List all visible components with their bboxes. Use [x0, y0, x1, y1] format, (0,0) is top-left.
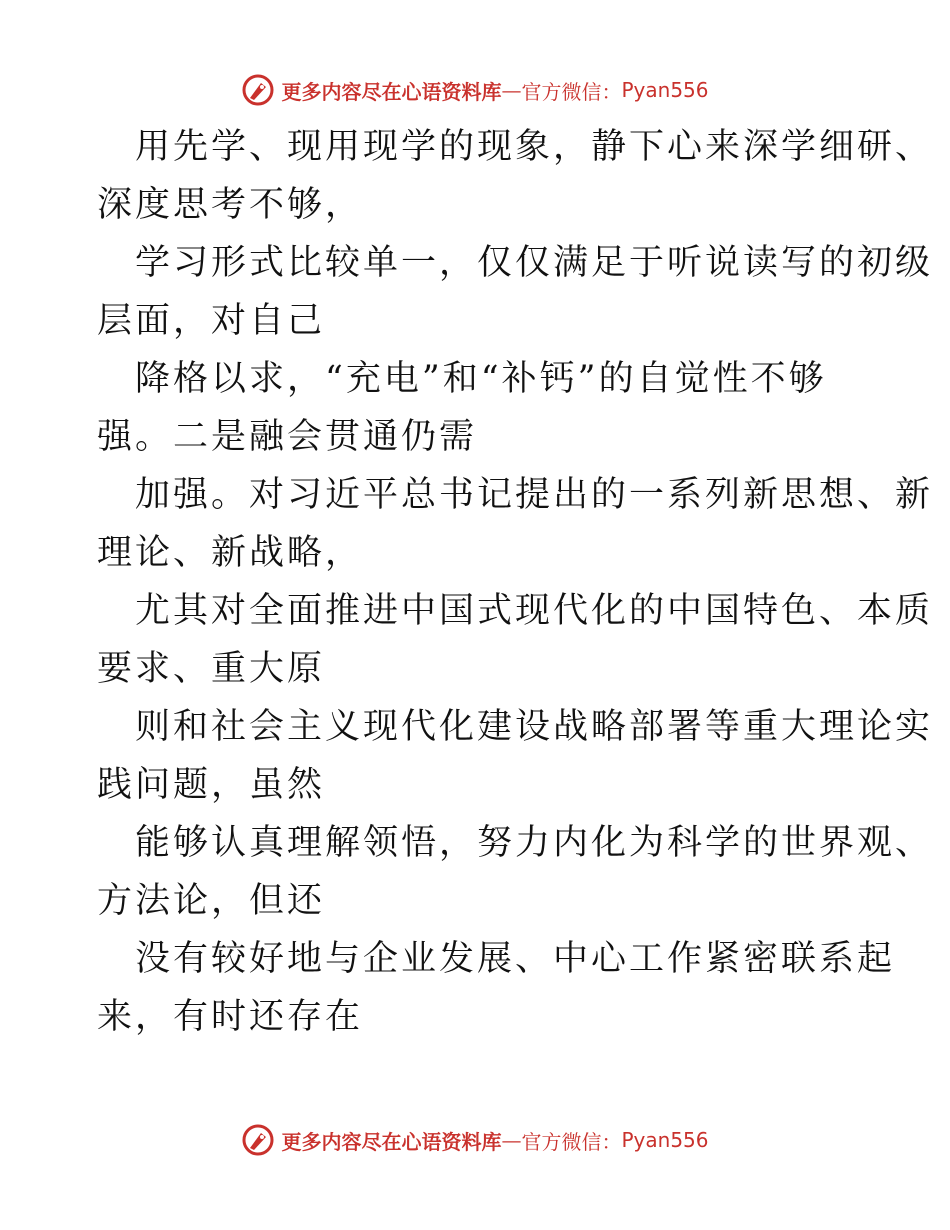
pen-nib-logo-icon — [241, 73, 275, 107]
body-line: 强。二是融会贯通仍需 — [97, 417, 478, 457]
body-line: 理论、新战略， — [97, 533, 364, 573]
body-line: 则和社会主义现代化建设战略部署等重大理论实 — [135, 707, 934, 747]
body-line: 能够认真理解领悟，努力内化为科学的世界观、 — [135, 823, 934, 863]
body-line: 层面，对自己 — [97, 301, 326, 341]
body-line: 要求、重大原 — [97, 649, 326, 689]
body-line: 践问题，虽然 — [97, 765, 326, 805]
body-line: 尤其对全面推进中国式现代化的中国特色、本质 — [135, 591, 934, 631]
body-line: 来，有时还存在 — [97, 997, 364, 1037]
header-banner — [0, 70, 950, 110]
body-line: 没有较好地与企业发展、中心工作紧密联系起 — [135, 939, 896, 979]
banner-dash: — — [501, 78, 522, 102]
banner-dash: — — [501, 1128, 522, 1152]
banner-brand-text: 更多内容尽在心语资料库 — [281, 79, 502, 104]
banner-wechat-id: Pyan556 — [621, 78, 709, 102]
body-line: 加强。对习近平总书记提出的一系列新思想、新 — [135, 475, 934, 515]
banner-brand-text: 更多内容尽在心语资料库 — [281, 1129, 502, 1154]
banner-wechat-label: 官方微信： — [521, 79, 622, 104]
pen-nib-logo-icon — [241, 1123, 275, 1157]
banner-wechat-label: 官方微信： — [521, 1129, 622, 1154]
body-line: 方法论，但还 — [97, 881, 326, 921]
body-line: 深度思考不够， — [97, 185, 364, 225]
body-line: 学习形式比较单一，仅仅满足于听说读写的初级 — [135, 243, 934, 283]
footer-banner — [0, 1120, 950, 1160]
body-line: 用先学、现用现学的现象，静下心来深学细研、 — [135, 127, 934, 167]
body-line: 降格以求，“充电”和“补钙”的自觉性不够 — [135, 359, 827, 399]
banner-wechat-id: Pyan556 — [621, 1128, 709, 1152]
